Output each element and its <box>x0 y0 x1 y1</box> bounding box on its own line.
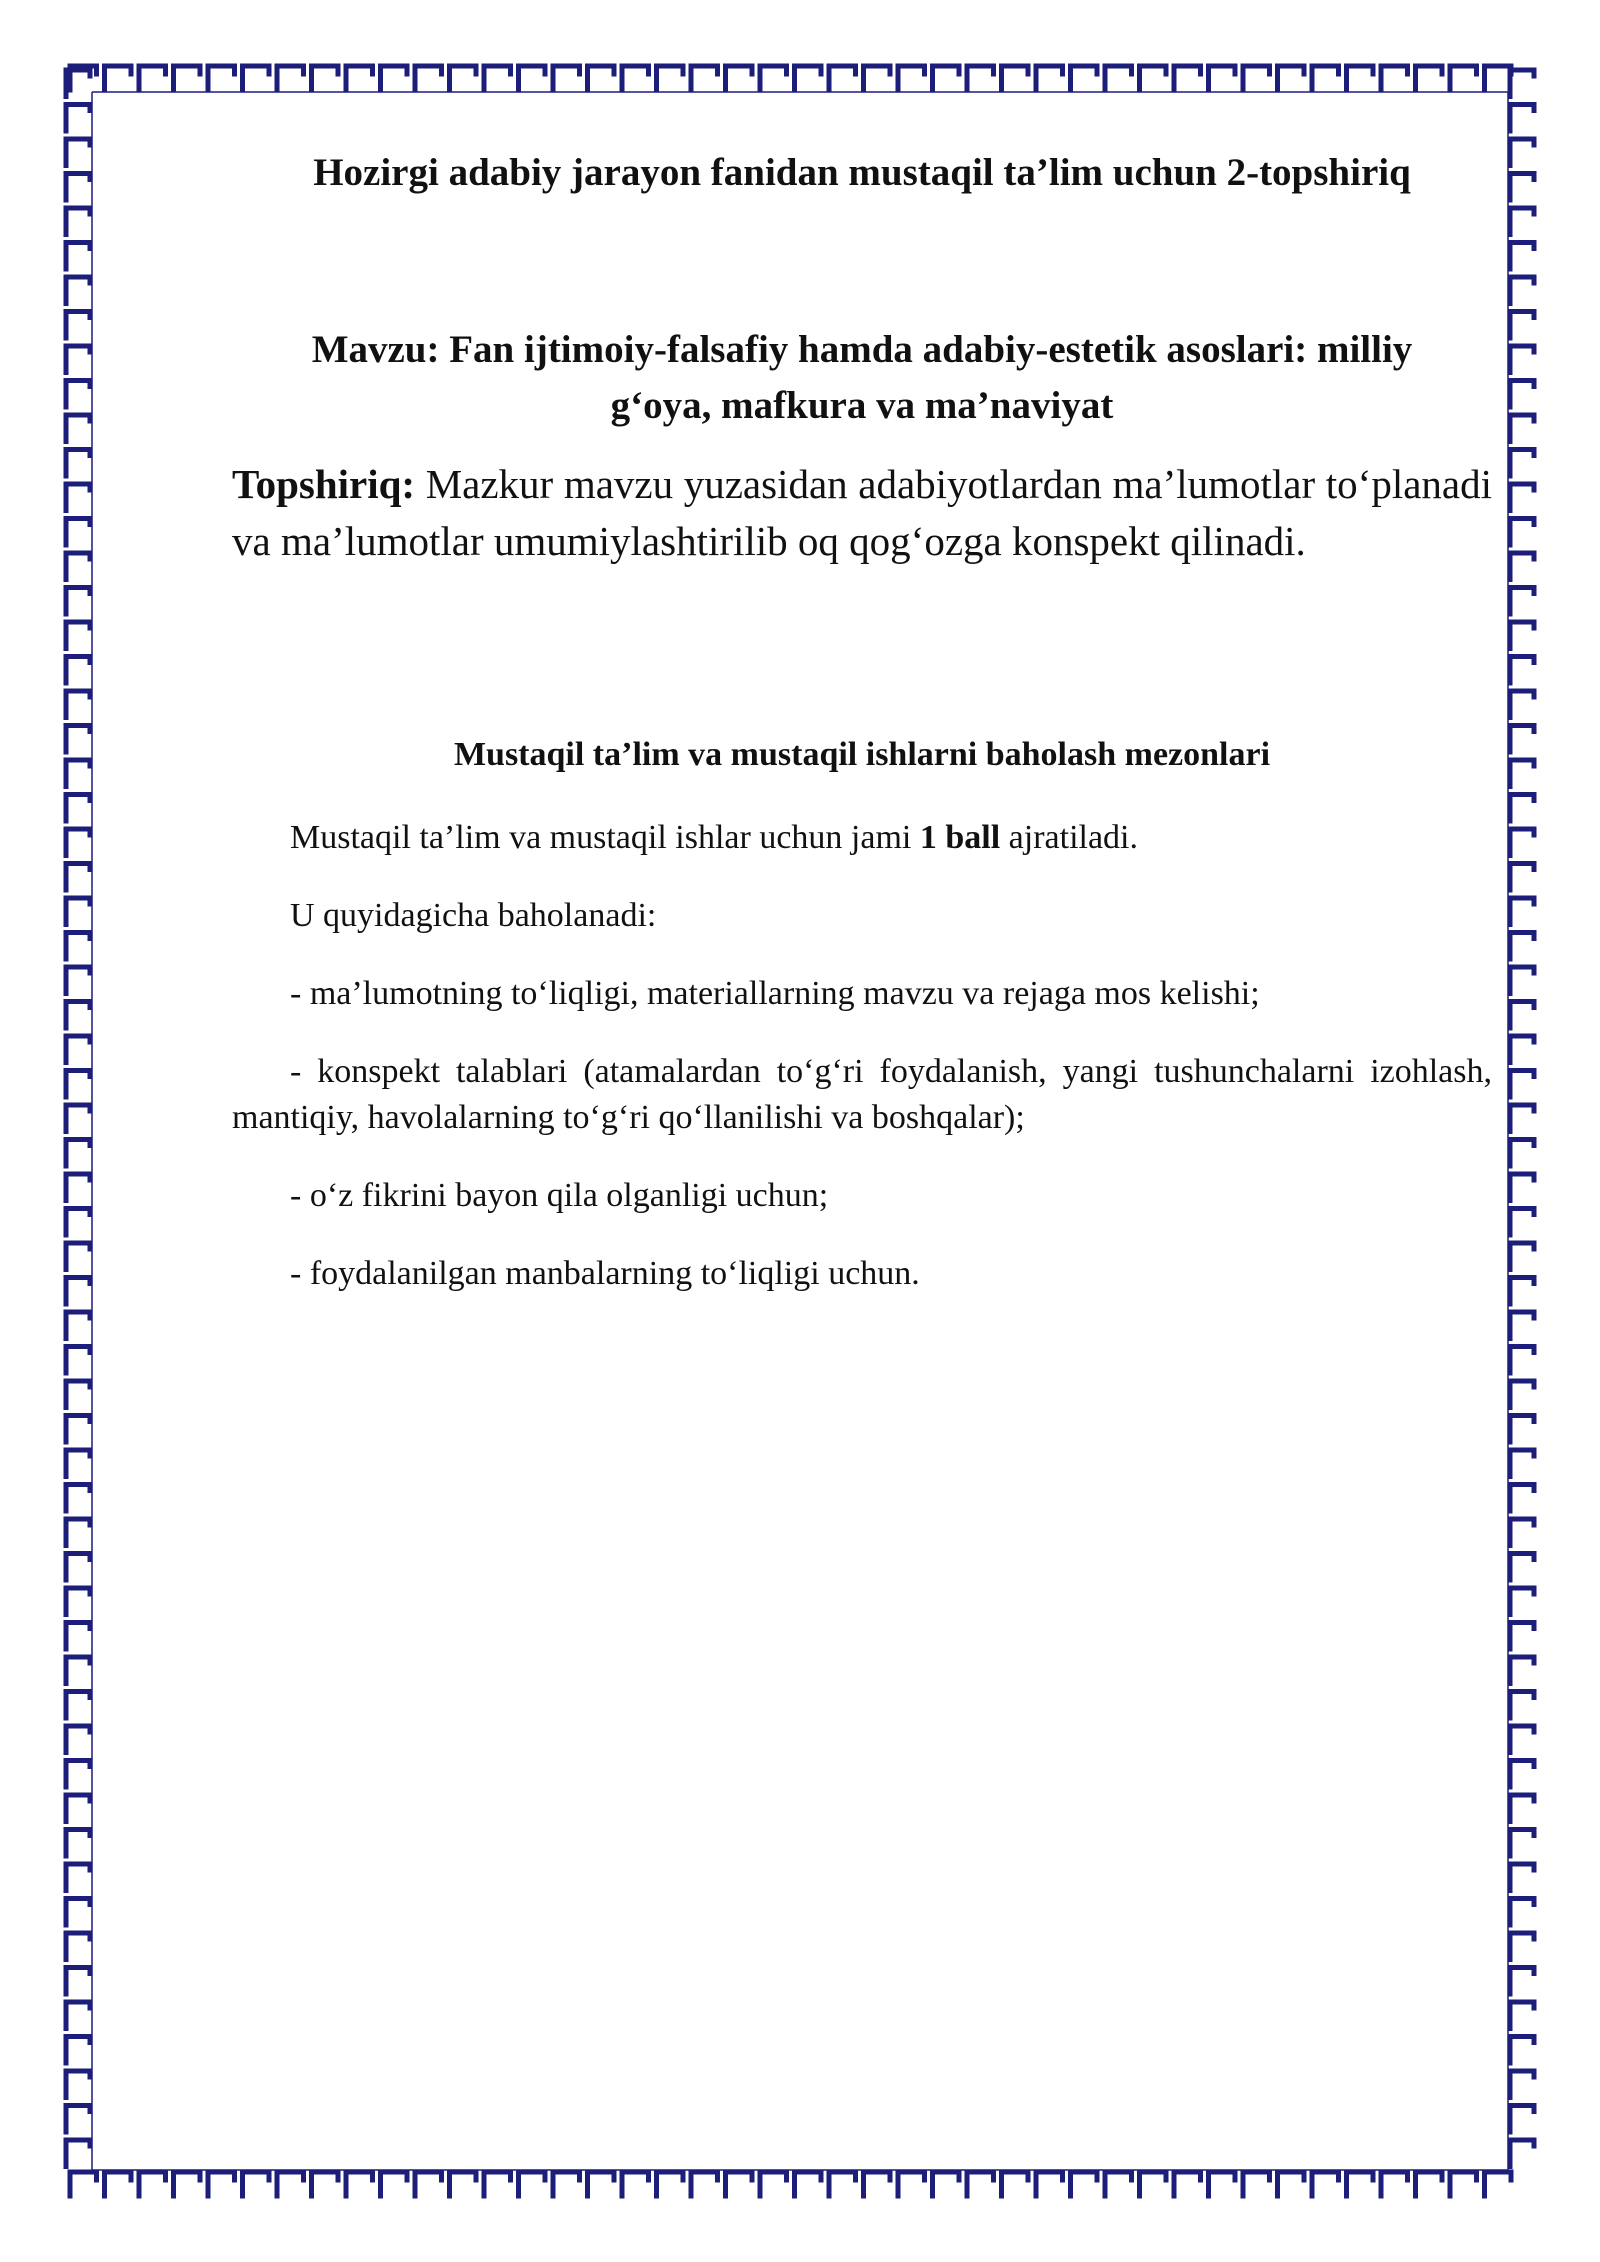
criteria-title: Mustaqil ta’lim va mustaqil ishlarni baholash mezonlari <box>453 736 1271 773</box>
task-paragraph <box>232 456 1492 570</box>
criteria-intro <box>232 815 1492 861</box>
topic-line-2: g‘oya, mafkura va ma’naviyat <box>610 384 1114 427</box>
criteria-intro-tail: ajratiladi. <box>1000 819 1138 856</box>
topic-line-1: Mavzu: Fan ijtimoiy-falsafiy hamda adabiy-estetik asoslari: milliy <box>311 328 1413 371</box>
criteria-item-1: - ma’lumotning to‘liqligi, materiallarning mavzu va rejaga mos kelishi; <box>290 975 1260 1012</box>
criteria-points: 1 ball <box>919 819 1001 856</box>
task-text: Mazkur mavzu yuzasidan adabiyotlardan ma’lumotlar to‘planadi va ma’lumotlar umumiylashtirilib oq qog‘ozga konspekt qilinadi. <box>232 461 1492 564</box>
criteria-item-3: - o‘z fikrini bayon qila olganligi uchun; <box>290 1177 829 1214</box>
criteria-item-4: - foydalanilgan manbalarning to‘liqligi uchun. <box>290 1255 920 1292</box>
criteria-item-2: - konspekt talablari (atamalardan to‘g‘ri foydalanish, yangi tushunchalarni izohlash, mantiqiy, havolalarning to‘g‘ri qo‘llanilishi va boshqalar); <box>232 1053 1492 1136</box>
document-title: Hozirgi adabiy jarayon fanidan mustaqil ta’lim uchun 2-topshiriq <box>313 151 1411 194</box>
criteria-how: U quyidagicha baholanadi: <box>290 897 657 934</box>
topic-heading <box>232 322 1492 434</box>
criteria-intro-text: Mustaqil ta’lim va mustaqil ishlar uchun jami <box>290 819 920 856</box>
task-label: Topshiriq: <box>232 461 416 507</box>
